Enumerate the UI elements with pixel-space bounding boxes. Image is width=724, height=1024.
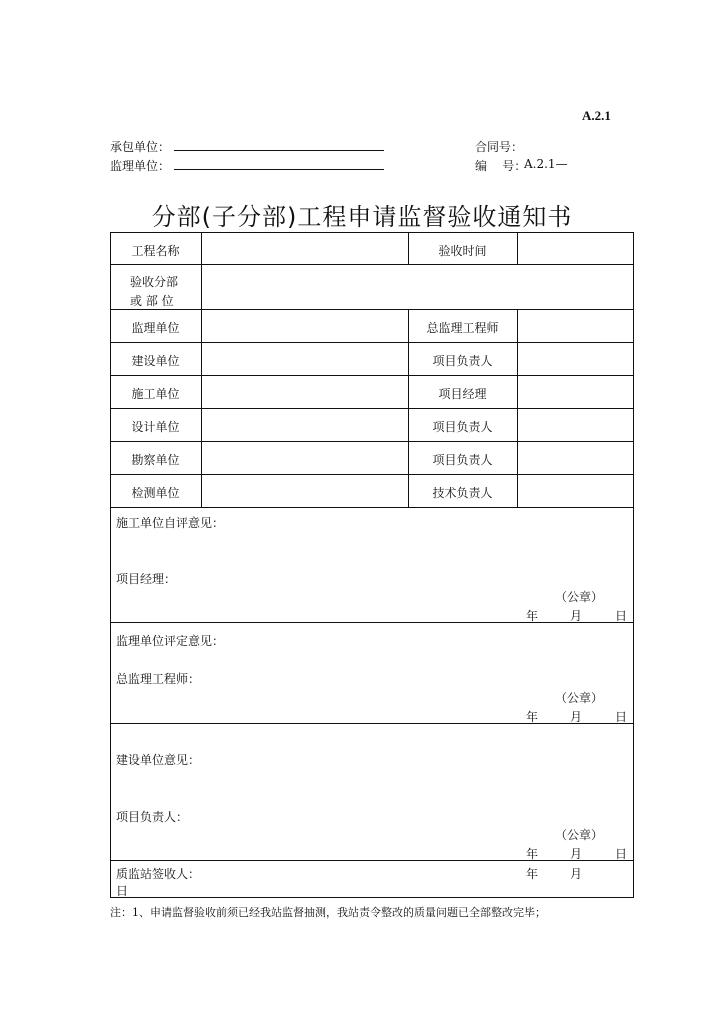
serial-label: 编 号： bbox=[475, 159, 527, 173]
year-label: 年 bbox=[526, 847, 539, 861]
project-leader-label: 项目负责人 bbox=[432, 354, 493, 368]
project-leader-label: 项目负责人 bbox=[432, 453, 493, 467]
row-divider bbox=[110, 441, 634, 442]
col-divider bbox=[517, 232, 518, 264]
serial-value: A.2.1— bbox=[524, 157, 568, 171]
month-label: 月 bbox=[570, 609, 583, 623]
supervisor-opinion-label: 监理单位评定意见： bbox=[116, 634, 225, 648]
row-divider bbox=[110, 507, 634, 508]
seal-label: （公章） bbox=[555, 691, 604, 705]
acceptance-part-label-1: 验收分部 bbox=[130, 275, 179, 289]
col-divider bbox=[408, 309, 409, 507]
day-label: 日 bbox=[615, 609, 628, 623]
technical-leader-label: 技术负责人 bbox=[432, 486, 493, 500]
survey-unit-label: 勘察单位 bbox=[131, 453, 180, 467]
design-unit-label: 设计单位 bbox=[131, 420, 180, 434]
month-label: 月 bbox=[570, 867, 583, 881]
footnote: 注：1、申请监督验收前须已经我站监督抽测，我站责令整改的质量问题已全部整改完毕； bbox=[110, 906, 546, 919]
contractor-line bbox=[174, 150, 384, 151]
row-divider bbox=[110, 408, 634, 409]
construction-unit-label: 建设单位 bbox=[131, 354, 180, 368]
col-divider bbox=[201, 232, 202, 507]
builder-unit-label: 施工单位 bbox=[131, 387, 180, 401]
contract-no-label: 合同号： bbox=[475, 140, 524, 154]
receiver-label: 质监站签收人： bbox=[116, 867, 201, 881]
project-leader-label: 项目负责人 bbox=[432, 420, 493, 434]
supervisor-label: 监理单位： bbox=[110, 159, 171, 173]
project-manager-label: 项目经理 bbox=[438, 387, 487, 401]
supervisor-signer-label: 总监理工程师： bbox=[116, 672, 201, 686]
contractor-label: 承包单位： bbox=[110, 140, 171, 154]
seal-label: （公章） bbox=[555, 828, 604, 842]
row-divider bbox=[110, 309, 634, 310]
builder-opinion-label: 施工单位自评意见： bbox=[116, 516, 225, 530]
document-code: A.2.1 bbox=[582, 108, 611, 123]
year-label: 年 bbox=[526, 710, 539, 724]
year-label: 年 bbox=[526, 867, 539, 881]
row-divider bbox=[110, 342, 634, 343]
month-label: 月 bbox=[570, 710, 583, 724]
page-title: 分部(子分部)工程申请监督验收通知书 bbox=[151, 203, 573, 231]
builder-signer-label: 项目经理： bbox=[116, 572, 177, 586]
month-label: 月 bbox=[570, 847, 583, 861]
row-divider bbox=[110, 860, 634, 861]
day-label: 日 bbox=[116, 884, 129, 898]
row-divider bbox=[110, 723, 634, 724]
year-label: 年 bbox=[526, 609, 539, 623]
row-divider bbox=[110, 474, 634, 475]
day-label: 日 bbox=[615, 847, 628, 861]
supervision-unit-label: 监理单位 bbox=[131, 321, 180, 335]
testing-unit-label: 检测单位 bbox=[131, 486, 180, 500]
owner-opinion-label: 建设单位意见： bbox=[116, 753, 201, 767]
row-divider bbox=[110, 622, 634, 623]
acceptance-time-label: 验收时间 bbox=[438, 244, 487, 258]
day-label: 日 bbox=[615, 710, 628, 724]
owner-signer-label: 项目负责人： bbox=[116, 810, 189, 824]
acceptance-part-label-2: 或 部 位 bbox=[130, 294, 174, 308]
project-name-label: 工程名称 bbox=[131, 244, 180, 258]
seal-label: （公章） bbox=[555, 590, 604, 604]
supervisor-line bbox=[174, 169, 384, 170]
row-divider bbox=[110, 264, 634, 265]
row-divider bbox=[110, 375, 634, 376]
col-divider bbox=[517, 309, 518, 507]
chief-supervisor-label: 总监理工程师 bbox=[426, 321, 499, 335]
